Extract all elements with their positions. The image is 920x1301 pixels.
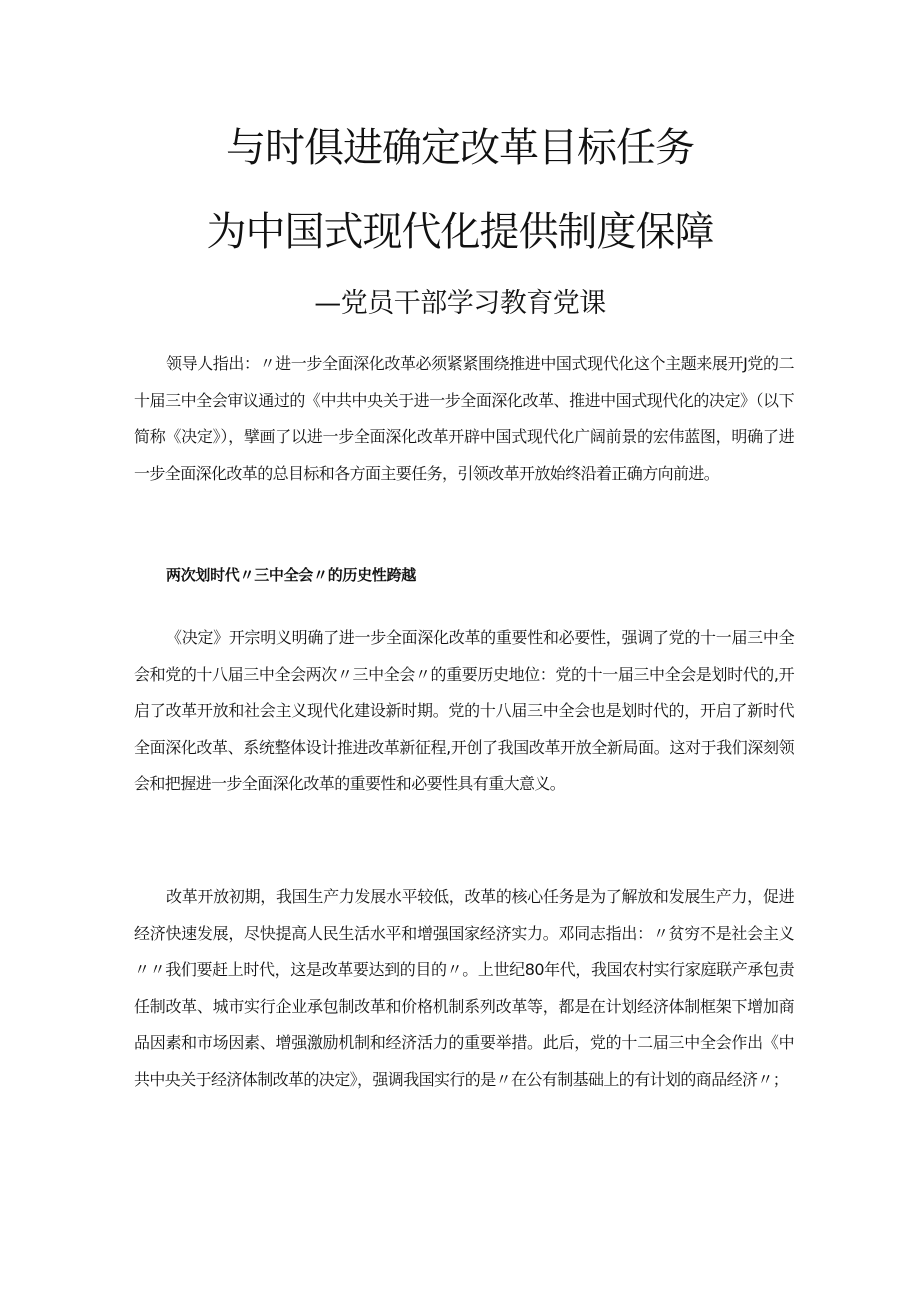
document-title-line-2: 为中国式现代化提供制度保障 [206, 209, 714, 255]
section-heading: 两次划时代〃三中全会〃的历史性跨越 [166, 566, 416, 584]
document-title-line-1: 与时俱进确定改革目标任务 [226, 125, 694, 171]
paragraph-reform-early: 改革开放初期，我国生产力发展水平较低，改革的核心任务是为了解放和发展生产力，促进经济快速发展，尽快提高人民生活水平和增强国家经济实力。邓同志指出：〃贫穷不是社会主义〃〃我们要赶上时代，这是改革要达到的目的〃。上世纪80年代，我国农村实行家庭联产承包责任制改革、城市实行企业承包制改革和价格机制系列改革等，都是在计划经济体制框架下增加商品因素和市场因素、增强激励机制和经济活力的重要举措。此后，党的十二届三中全会作出《中共中央关于经济体制改革的决定》，强调我国实行的是〃在公有制基础上的有计划的商品经济〃； [134, 887, 794, 1089]
paragraph-intro: 领导人指出：〃进一步全面深化改革必须紧紧围绕推进中国式现代化这个主题来展开J党的二十届三中全会审议通过的《中共中央关于进一步全面深化改革、推进中国式现代化的决定》（以下简称《决定》），擘画了以进一步全面深化改革开辟中国式现代化广阔前景的宏伟蓝图，明确了进一步全面深化改革的总目标和各方面主要任务，引领改革开放始终沿着正确方向前进。 [134, 354, 794, 483]
paragraph-decision: 《决定》开宗明义明确了进一步全面深化改革的重要性和必要性，强调了党的十一届三中全会和党的十八届三中全会两次〃三中全会〃的重要历史地位：党的十一届三中全会是划时代的,开启了改革开放和社会主义现代化建设新时期。党的十八届三中全会也是划时代的，开启了新时代全面深化改革、系统整体设计推进改革新征程,开创了我国改革开放全新局面。这对于我们深刻领会和把握进一步全面深化改革的重要性和必要性具有重大意义。 [134, 628, 794, 793]
document-subtitle: —党员干部学习教育党课 [314, 288, 606, 319]
